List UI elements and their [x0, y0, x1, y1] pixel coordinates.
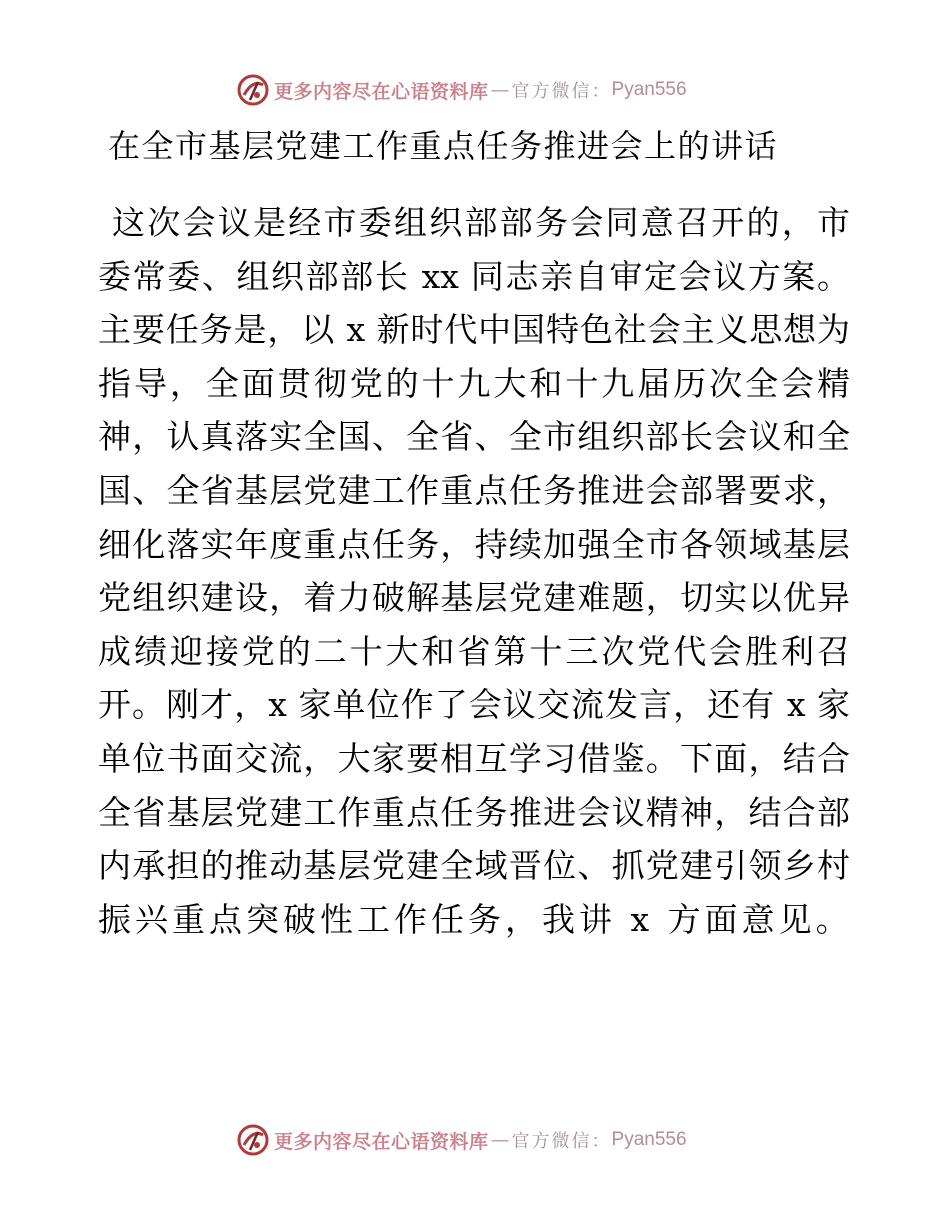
body-line: 振兴重点突破性工作任务，我讲 x 方面意见。 [98, 899, 853, 939]
body-line: 委常委、组织部部长 xx 同志亲自审定会议方案。 [98, 256, 850, 296]
watermark-official-label: 官方微信： [511, 81, 612, 102]
footer-watermark [236, 1122, 687, 1158]
brand-logo-icon [236, 1123, 270, 1157]
watermark-main-text: 更多内容尽在心语资料库 [274, 1130, 489, 1153]
document-title: 在全市基层党建工作重点任务推进会上的讲话 [108, 127, 779, 165]
brand-logo-icon [236, 73, 270, 107]
header-watermark [236, 72, 687, 108]
watermark-separator: — [490, 79, 510, 101]
body-line: 细化落实年度重点任务，持续加强全市各领域基层 [98, 524, 850, 564]
body-line: 指导，全面贯彻党的十九大和十九届历次全会精 [98, 363, 850, 403]
watermark-wechat-id: Pyan556 [611, 79, 687, 100]
watermark-official-label: 官方微信： [511, 1131, 612, 1152]
body-line: 神，认真落实全国、全省、全市组织部长会议和全 [98, 417, 850, 457]
document-body [98, 196, 853, 946]
body-line: 成绩迎接党的二十大和省第十三次党代会胜利召 [98, 631, 850, 671]
watermark-separator: — [490, 1129, 510, 1151]
body-line: 开。刚才，x 家单位作了会议交流发言，还有 x 家 [98, 685, 850, 725]
body-line: 国、全省基层党建工作重点任务推进会部署要求， [98, 470, 850, 510]
body-line: 内承担的推动基层党建全域晋位、抓党建引领乡村 [98, 846, 850, 886]
body-line: 党组织建设，着力破解基层党建难题，切实以优异 [98, 578, 850, 618]
watermark-wechat-id: Pyan556 [611, 1129, 687, 1150]
body-line: 单位书面交流，大家要相互学习借鉴。下面，结合 [98, 738, 850, 778]
body-line: 全省基层党建工作重点任务推进会议精神，结合部 [98, 792, 850, 832]
watermark-main-text: 更多内容尽在心语资料库 [274, 80, 489, 103]
body-line: 这次会议是经市委组织部部务会同意召开的，市 [112, 203, 850, 242]
body-line: 主要任务是，以 x 新时代中国特色社会主义思想为 [98, 310, 850, 350]
